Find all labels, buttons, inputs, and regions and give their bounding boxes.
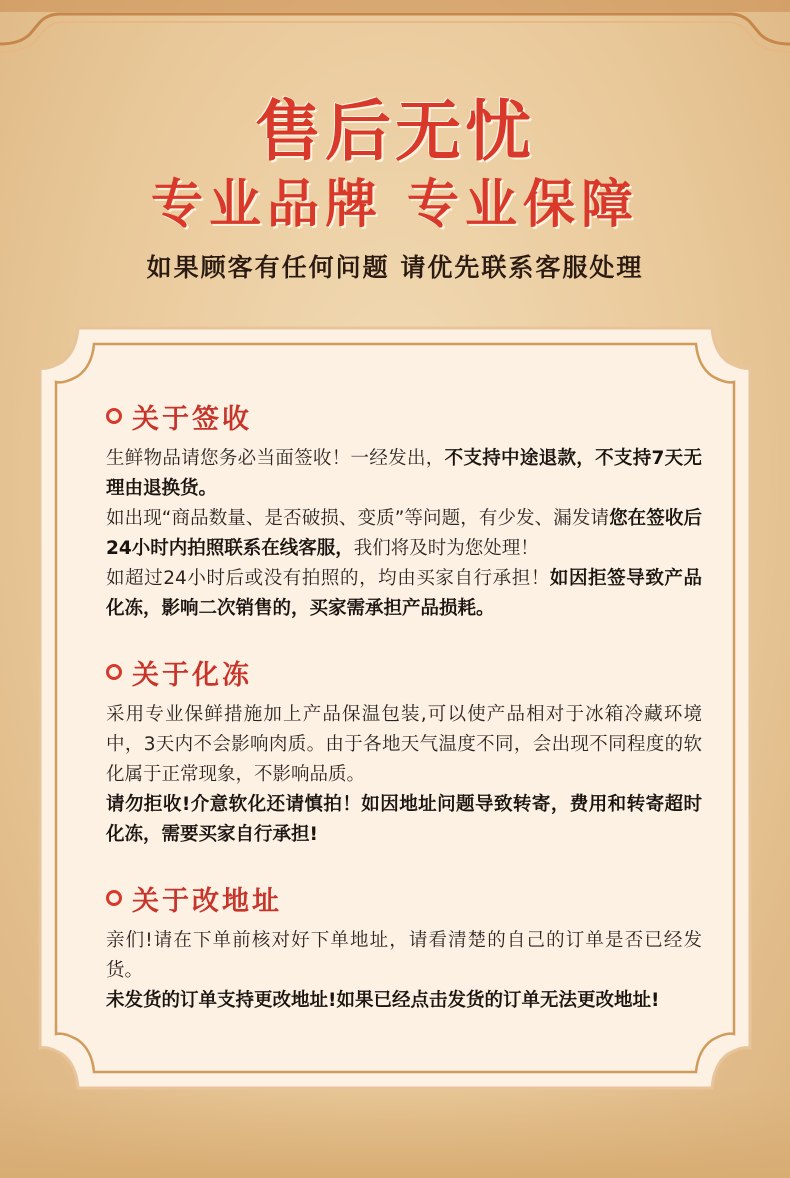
- paragraph-text: 我们将及时为您处理！: [353, 538, 539, 559]
- paragraph-text: 采用专业保鲜措施加上产品保温包装,可以使产品相对于冰箱冷藏环境中，3天内不会影响肉质。由于各地天气温度不同，会出现不同程度的软化属于正常现象，不影响品质。: [106, 704, 702, 785]
- paragraph-text: 如出现“商品数量、是否破损、变质”等问题，有少发、漏发请: [106, 508, 610, 529]
- paragraph-text: 如超过24小时后或没有拍照的，均由买家自行承担！: [106, 568, 550, 589]
- circle-bullet-icon: [106, 664, 122, 680]
- contact-service-note: 如果顾客有任何问题 请优先联系客服处理: [146, 253, 644, 282]
- section-header: [106, 650, 702, 694]
- section-paragraph: [106, 986, 702, 1016]
- section-paragraph: [106, 700, 702, 790]
- section-thawing: [106, 650, 702, 850]
- section-title: 关于签收: [132, 403, 252, 435]
- bottom-decoration: [0, 1090, 790, 1178]
- paragraph-bold-text: 未发货的订单支持更改地址!如果已经点击发货的订单无法更改地址!: [106, 990, 660, 1011]
- paragraph-bold-text: 您在签收后24小时内拍照联系在线客服，: [106, 508, 702, 559]
- paragraph-text: 亲们!请在下单前核对好下单地址，请看清楚的自己的订单是否已经发货。: [106, 930, 702, 981]
- top-decorative-frame: [0, 0, 790, 60]
- paragraph-bold-text: 不支持中途退款，不支持7天无理由退换货。: [106, 448, 702, 499]
- section-paragraph: [106, 564, 702, 624]
- section-header: [106, 876, 702, 920]
- section-paragraph: [106, 790, 702, 850]
- circle-bullet-icon: [106, 890, 122, 906]
- section-change-address: [106, 876, 702, 1016]
- page-title: 售后无忧: [255, 92, 535, 170]
- page-subtitle-slogan: 专业品牌 专业保障: [150, 174, 640, 235]
- paragraph-text: 生鲜物品请您务必当面签收！一经发出，: [106, 448, 445, 469]
- paragraph-bold-text: 如因拒签导致产品化冻，影响二次销售的，买家需承担产品损耗。: [106, 568, 702, 619]
- section-sign-for: [106, 394, 702, 624]
- section-header: [106, 394, 702, 438]
- paragraph-bold-text: 请勿拒收!介意软化还请慎拍！如因地址问题导致转寄，费用和转寄超时化冻，需要买家自行承担!: [106, 794, 702, 845]
- notice-content: [106, 394, 702, 1042]
- circle-bullet-icon: [106, 408, 122, 424]
- section-title: 关于化冻: [132, 659, 252, 691]
- section-paragraph: [106, 926, 702, 986]
- section-paragraph: [106, 444, 702, 504]
- section-paragraph: [106, 504, 702, 564]
- section-title: 关于改地址: [132, 885, 282, 917]
